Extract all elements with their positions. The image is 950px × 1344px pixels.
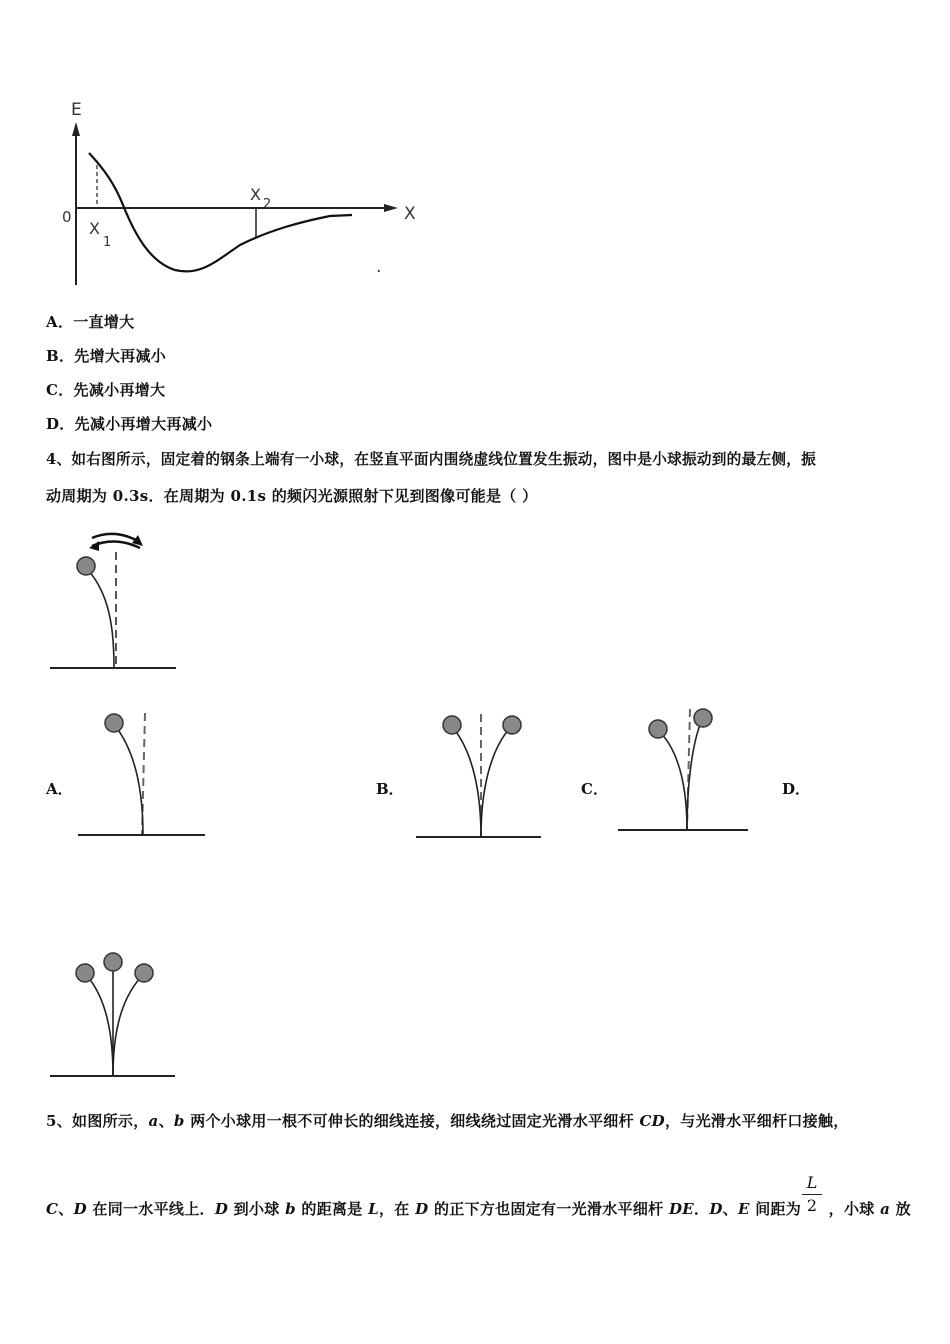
fraction-l-over-2 (802, 1173, 822, 1216)
ball-right (135, 964, 153, 982)
x1-subscript: 1 (103, 235, 112, 250)
x2-subscript: 2 (263, 197, 272, 212)
q3-option-a: A．一直增大 (46, 313, 135, 331)
q3-option-b: B．先增大再减小 (46, 347, 167, 365)
q5-question-line1: 5、如图所示，a、b 两个小球用一根不可伸长的细线连接，细线绕过固定光滑水平细杆 CD，与光滑水平细杆口接触， (46, 1112, 849, 1130)
x2-label: X (250, 185, 261, 204)
q3-option-c: C．先减小再增大 (46, 381, 166, 399)
fraction-denominator: 2 (806, 1196, 818, 1215)
steel-strip-right (113, 977, 141, 1076)
q4-question-line2: 动周期为 0.3s．在周期为 0.1s 的频闪光源照射下见到图像可能是（ ） (46, 487, 538, 505)
fraction-bar (802, 1194, 822, 1195)
ball-center (104, 953, 122, 971)
stray-dot: . (376, 257, 382, 277)
q3-option-d: D．先减小再增大再减小 (46, 415, 213, 433)
q4-option-c-label: C． (581, 780, 608, 798)
fraction-numerator: L (806, 1173, 818, 1192)
steel-strip-left (88, 977, 113, 1076)
x-axis-label: X (404, 204, 416, 224)
q4-option-d-label: D． (782, 780, 811, 798)
x1-label: X (89, 219, 100, 238)
q4-question-line1: 4、如右图所示，固定着的钢条上端有一小球，在竖直平面内围绕虚线位置发生振动，图中是小球振动到的最左侧，振 (46, 451, 817, 468)
origin-label: 0 (62, 208, 72, 226)
ball-left (76, 964, 94, 982)
q4-option-b-label: B． (376, 780, 404, 798)
y-axis-label: E (71, 100, 82, 120)
q5-question-line2: C、D 在同一水平线上．D 到小球 b 的距离是 L，在 D 的正下方也固定有一光滑水平细杆 DE．D、E 间距为 ，小球 a 放 (46, 1200, 911, 1218)
q4-option-a-label: A． (46, 780, 73, 798)
